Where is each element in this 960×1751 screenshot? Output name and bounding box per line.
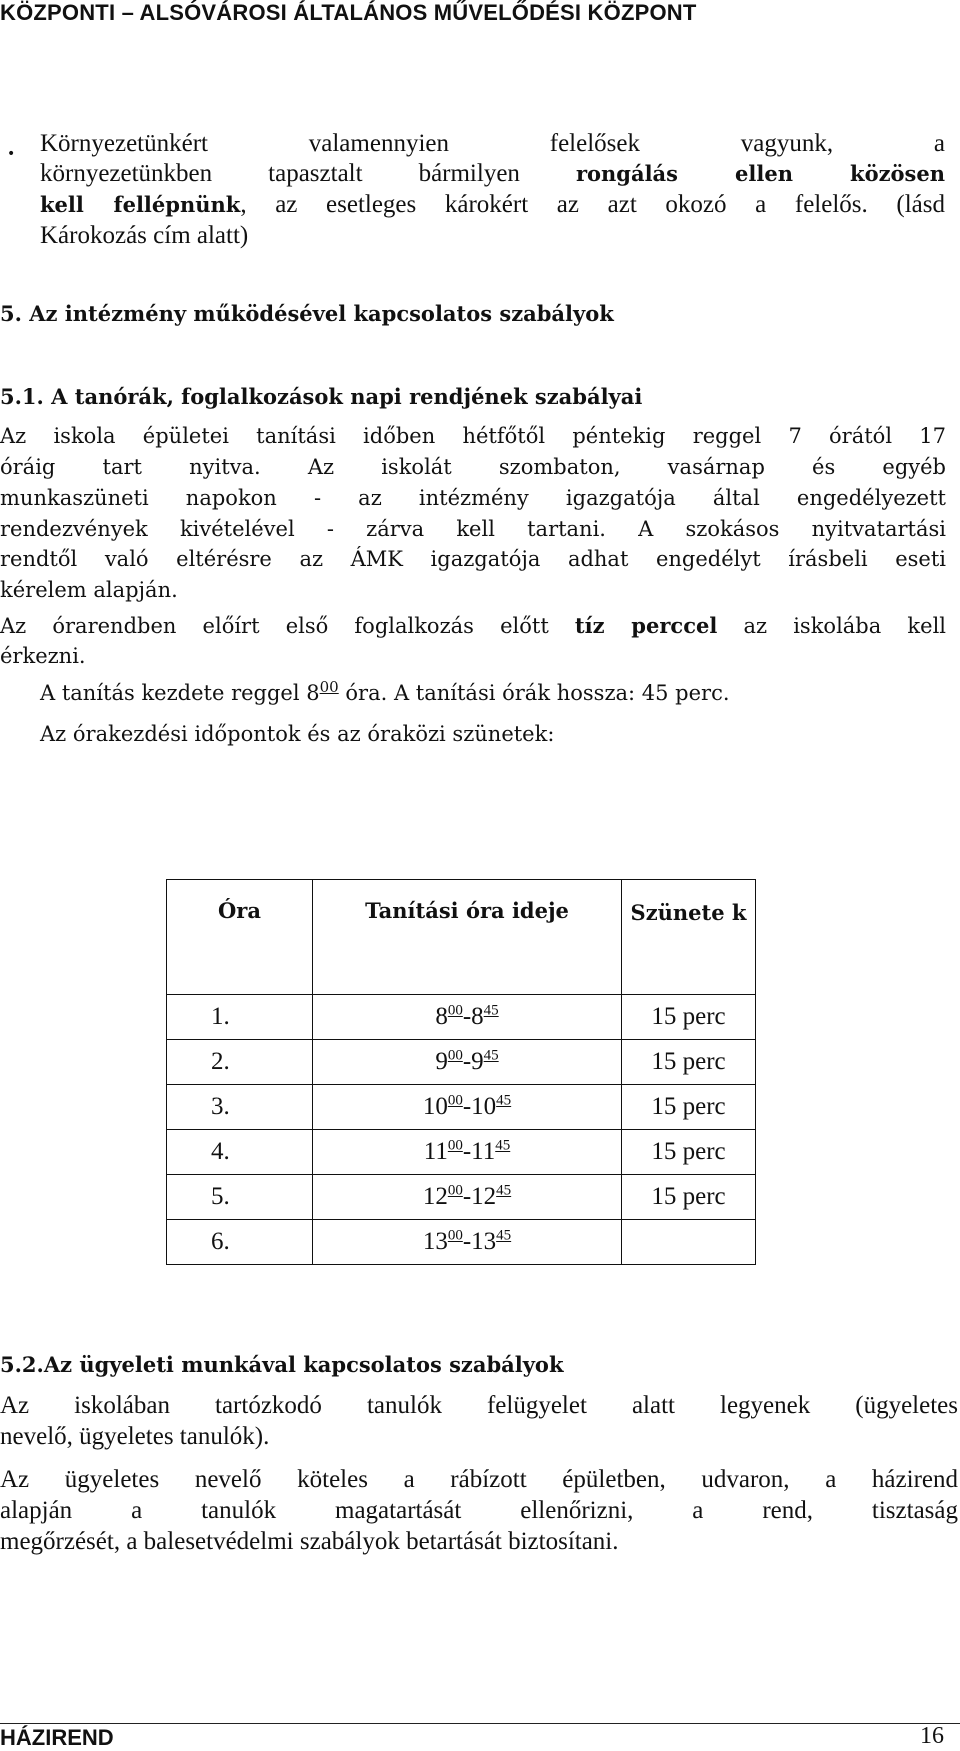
table-cell: 1. <box>167 995 313 1040</box>
table-cell: 6. <box>167 1220 313 1265</box>
paragraph-text: az iskolába kell <box>717 614 947 638</box>
bullet-text: környezetünkben tapasztalt bármilyen <box>40 160 576 187</box>
paragraph-line <box>40 678 730 705</box>
table-row <box>167 995 756 1040</box>
paragraph-line: Az iskola épületei tanítási időben hétfőtől péntekig reggel 7 órától 17 <box>0 424 946 448</box>
section-5-heading: 5. Az intézmény működésével kapcsolatos szabályok <box>0 301 614 326</box>
table-cell: 5. <box>167 1175 313 1220</box>
table-cell: $13^{00}-13^{45}$ <box>313 1220 622 1265</box>
paragraph-line: érkezni. <box>0 644 86 668</box>
bullet-line-3 <box>40 191 945 219</box>
table-cell: $12^{00}-12^{45}$ <box>313 1175 622 1220</box>
table-cell: 15 perc <box>622 1175 756 1220</box>
table-header-row <box>167 880 756 995</box>
paragraph-emphasis: tíz perccel <box>574 613 718 638</box>
footer-divider <box>0 1723 960 1724</box>
paragraph-line: Az ügyeletes nevelő köteles a rábízott épületben, udvaron, a házirend <box>0 1466 958 1493</box>
paragraph-line: Az órakezdési időpontok és az óraközi szünetek: <box>40 722 555 746</box>
table-row <box>167 1175 756 1220</box>
bullet-emphasis: rongálás ellen közösen <box>575 161 945 186</box>
table-cell: $9^{00}-9^{45}$ <box>313 1040 622 1085</box>
bullet-icon: • <box>7 146 16 162</box>
bullet-text: , az esetleges károkért az azt okozó a felelős. (lásd <box>240 191 945 218</box>
table-row <box>167 1040 756 1085</box>
paragraph-text: óra. A tanítási órák hossza: 45 perc. <box>338 681 730 705</box>
superscript: 00 <box>319 678 339 696</box>
paragraph-line: megőrzését, a balesetvédelmi szabályok betartását biztosítani. <box>0 1528 619 1555</box>
table-cell: 3. <box>167 1085 313 1130</box>
table-cell: $11^{00}-11^{45}$ <box>313 1130 622 1175</box>
table-cell: 2. <box>167 1040 313 1085</box>
paragraph-line: rendezvények kivételével - zárva kell tartani. A szokásos nyitvatartási <box>0 517 946 541</box>
section-5-2-heading: 5.2.Az ügyeleti munkával kapcsolatos szabályok <box>0 1352 564 1377</box>
footer-title: HÁZIREND <box>0 1725 114 1750</box>
table-cell: 15 perc <box>622 1040 756 1085</box>
table-row <box>167 1130 756 1175</box>
table-cell <box>622 1220 756 1265</box>
page-header: KÖZPONTI – ALSÓVÁROSI ÁLTALÁNOS MŰVELŐDÉSI KÖZPONT <box>0 0 697 25</box>
table-row <box>167 1220 756 1265</box>
paragraph-line: kérelem alapján. <box>0 578 178 602</box>
table-header-cell: Szünete k <box>622 880 756 995</box>
paragraph-line <box>0 613 946 638</box>
lesson-times-table <box>166 879 756 1265</box>
paragraph-text: A tanítás kezdete reggel 8 <box>40 681 320 705</box>
bullet-line-4: Károkozás cím alatt) <box>40 222 249 249</box>
table-cell: $8^{00}-8^{45}$ <box>313 995 622 1040</box>
bullet-emphasis: kell fellépnünk <box>40 192 241 217</box>
table-cell: $10^{00}-10^{45}$ <box>313 1085 622 1130</box>
paragraph-line: munkaszüneti napokon - az intézmény igazgatója által engedélyezett <box>0 486 946 510</box>
paragraph-line: alapján a tanulók magatartását ellenőrizni, a rend, tisztaság <box>0 1497 958 1524</box>
page-number: 16 <box>920 1723 944 1749</box>
table-cell: 15 perc <box>622 1130 756 1175</box>
paragraph-line: Az iskolában tartózkodó tanulók felügyelet alatt legyenek (ügyeletes <box>0 1392 958 1419</box>
table-row <box>167 1085 756 1130</box>
section-5-1-heading: 5.1. A tanórák, foglalkozások napi rendjének szabályai <box>0 384 643 409</box>
paragraph-line: nevelő, ügyeletes tanulók). <box>0 1423 270 1450</box>
bullet-line-2 <box>40 160 945 188</box>
table-header-cell: Tanítási óra ideje <box>313 880 622 995</box>
table-header-cell: Óra <box>167 880 313 995</box>
table-cell: 4. <box>167 1130 313 1175</box>
table-cell: 15 perc <box>622 1085 756 1130</box>
table-cell: 15 perc <box>622 995 756 1040</box>
paragraph-line: rendtől való eltérésre az ÁMK igazgatója adhat engedélyt írásbeli eseti <box>0 547 946 571</box>
bullet-line-1: Környezetünkért valamennyien felelősek vagyunk, a <box>40 130 945 157</box>
paragraph-text: Az órarendben előírt első foglalkozás előtt <box>0 614 575 638</box>
paragraph-line: óráig tart nyitva. Az iskolát szombaton, vasárnap és egyéb <box>0 455 946 479</box>
